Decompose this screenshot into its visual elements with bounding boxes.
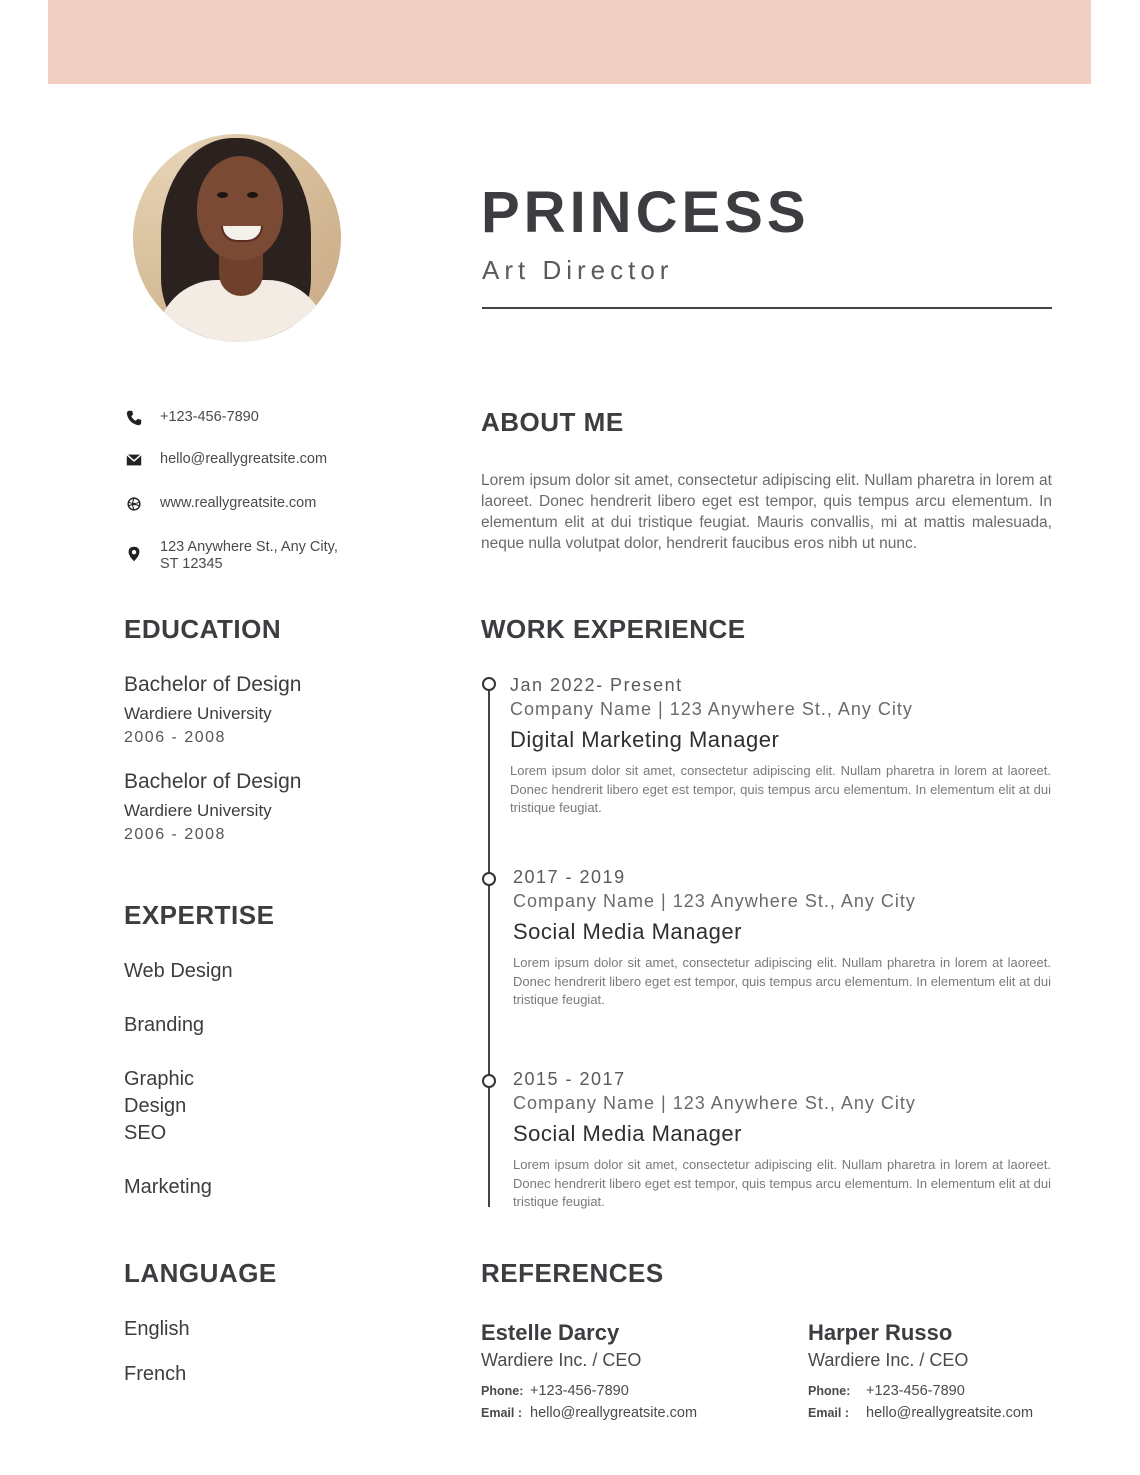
timeline-line [488, 690, 490, 1207]
reference-email-value: hello@reallygreatsite.com [866, 1405, 1034, 1421]
address-line-1: 123 Anywhere St., Any City, [160, 539, 338, 555]
reference-phone [481, 1383, 629, 1399]
skill-item: Web Design [124, 960, 233, 982]
reference-company: Wardiere Inc. / CEO [808, 1350, 969, 1370]
job-description: Lorem ipsum dolor sit amet, consectetur adipiscing elit. Nullam pharetra in lorem at laoreet. Donec hendrerit libero eget est tempor, quis tempus arcu elementum. In elementum elit at dui tristique feugiat. [510, 763, 1051, 815]
header-band [48, 0, 1091, 84]
reference-name: Estelle Darcy [481, 1320, 620, 1345]
email-label: Email : [808, 1406, 849, 1420]
email-label: Email : [481, 1406, 522, 1420]
reference-phone [808, 1383, 965, 1399]
reference-name: Harper Russo [808, 1320, 953, 1345]
candidate-name: PRINCESS [481, 180, 810, 245]
education-school: Wardiere University [124, 801, 272, 820]
phone-label: Phone: [481, 1384, 524, 1398]
contact-website-text: www.reallygreatsite.com [160, 495, 317, 511]
contact-address [124, 539, 384, 577]
education-school: Wardiere University [124, 704, 272, 723]
candidate-title: Art Director [482, 255, 674, 285]
timeline-dot [482, 1074, 496, 1088]
expertise-heading: EXPERTISE [124, 900, 275, 930]
contact-email [124, 451, 384, 471]
reference-phone-value: +123-456-7890 [530, 1383, 629, 1399]
skill-item: Branding [124, 1014, 205, 1036]
job-company: Company Name | 123 Anywhere St., Any City [510, 699, 913, 719]
about-text: Lorem ipsum dolor sit amet, consectetur adipiscing elit. Nullam pharetra in lorem at laoreet. Donec hendrerit libero eget est tempor, quis tempus arcu elementum. In elementum elit at dui tristique feugiat. Mauris convallis, mi at mattis malesuada, neque nulla volutpat dolor, hendrerit faucibus eros nibh ut nunc. [481, 472, 1052, 552]
job-date: 2017 - 2019 [513, 867, 626, 887]
job-title: Digital Marketing Manager [510, 727, 780, 752]
address-line-2: ST 12345 [160, 556, 223, 572]
reference-email-value: hello@reallygreatsite.com [530, 1405, 698, 1421]
education-heading: EDUCATION [124, 614, 282, 644]
education-years: 2006 - 2008 [124, 729, 226, 746]
contact-website [124, 495, 384, 515]
contact-address-text [160, 539, 338, 573]
job-date: 2015 - 2017 [513, 1069, 626, 1089]
job-title: Social Media Manager [513, 919, 742, 944]
skill-item: Design [124, 1095, 187, 1117]
reference-email [481, 1405, 697, 1421]
location-pin-icon [124, 545, 144, 563]
education-degree: Bachelor of Design [124, 673, 302, 696]
timeline-dot [482, 872, 496, 886]
header-divider [482, 307, 1052, 309]
contact-email-text: hello@reallygreatsite.com [160, 451, 328, 467]
work-heading: WORK EXPERIENCE [481, 614, 746, 644]
job-company: Company Name | 123 Anywhere St., Any City [513, 891, 916, 911]
job-company: Company Name | 123 Anywhere St., Any City [513, 1093, 916, 1113]
contact-phone [124, 409, 384, 429]
skill-item: Marketing [124, 1176, 212, 1198]
job-description: Lorem ipsum dolor sit amet, consectetur adipiscing elit. Nullam pharetra in lorem at laoreet. Donec hendrerit libero eget est tempor, quis tempus arcu elementum. In elementum elit at dui tristique feugiat. [513, 955, 1051, 1007]
job-description: Lorem ipsum dolor sit amet, consectetur adipiscing elit. Nullam pharetra in lorem at laoreet. Donec hendrerit libero eget est tempor, quis tempus arcu elementum. In elementum elit at dui tristique feugiat. [513, 1157, 1051, 1209]
reference-email [808, 1405, 1033, 1421]
reference-company: Wardiere Inc. / CEO [481, 1350, 642, 1370]
mail-icon [124, 451, 144, 469]
profile-photo [133, 134, 341, 342]
education-years: 2006 - 2008 [124, 826, 226, 843]
language-item: French [124, 1363, 187, 1385]
skill-item: Graphic [124, 1068, 195, 1090]
reference-phone-value: +123-456-7890 [866, 1383, 965, 1399]
phone-icon [124, 409, 144, 427]
language-heading: LANGUAGE [124, 1258, 277, 1288]
about-heading: ABOUT ME [481, 407, 624, 437]
globe-icon [124, 495, 144, 513]
job-date: Jan 2022- Present [510, 675, 683, 695]
skill-item: SEO [124, 1122, 167, 1144]
job-title: Social Media Manager [513, 1121, 742, 1146]
education-degree: Bachelor of Design [124, 770, 302, 793]
contact-phone-text: +123-456-7890 [160, 409, 259, 425]
references-heading: REFERENCES [481, 1258, 664, 1288]
language-item: English [124, 1318, 190, 1340]
phone-label: Phone: [808, 1384, 851, 1398]
timeline-dot [482, 677, 496, 691]
